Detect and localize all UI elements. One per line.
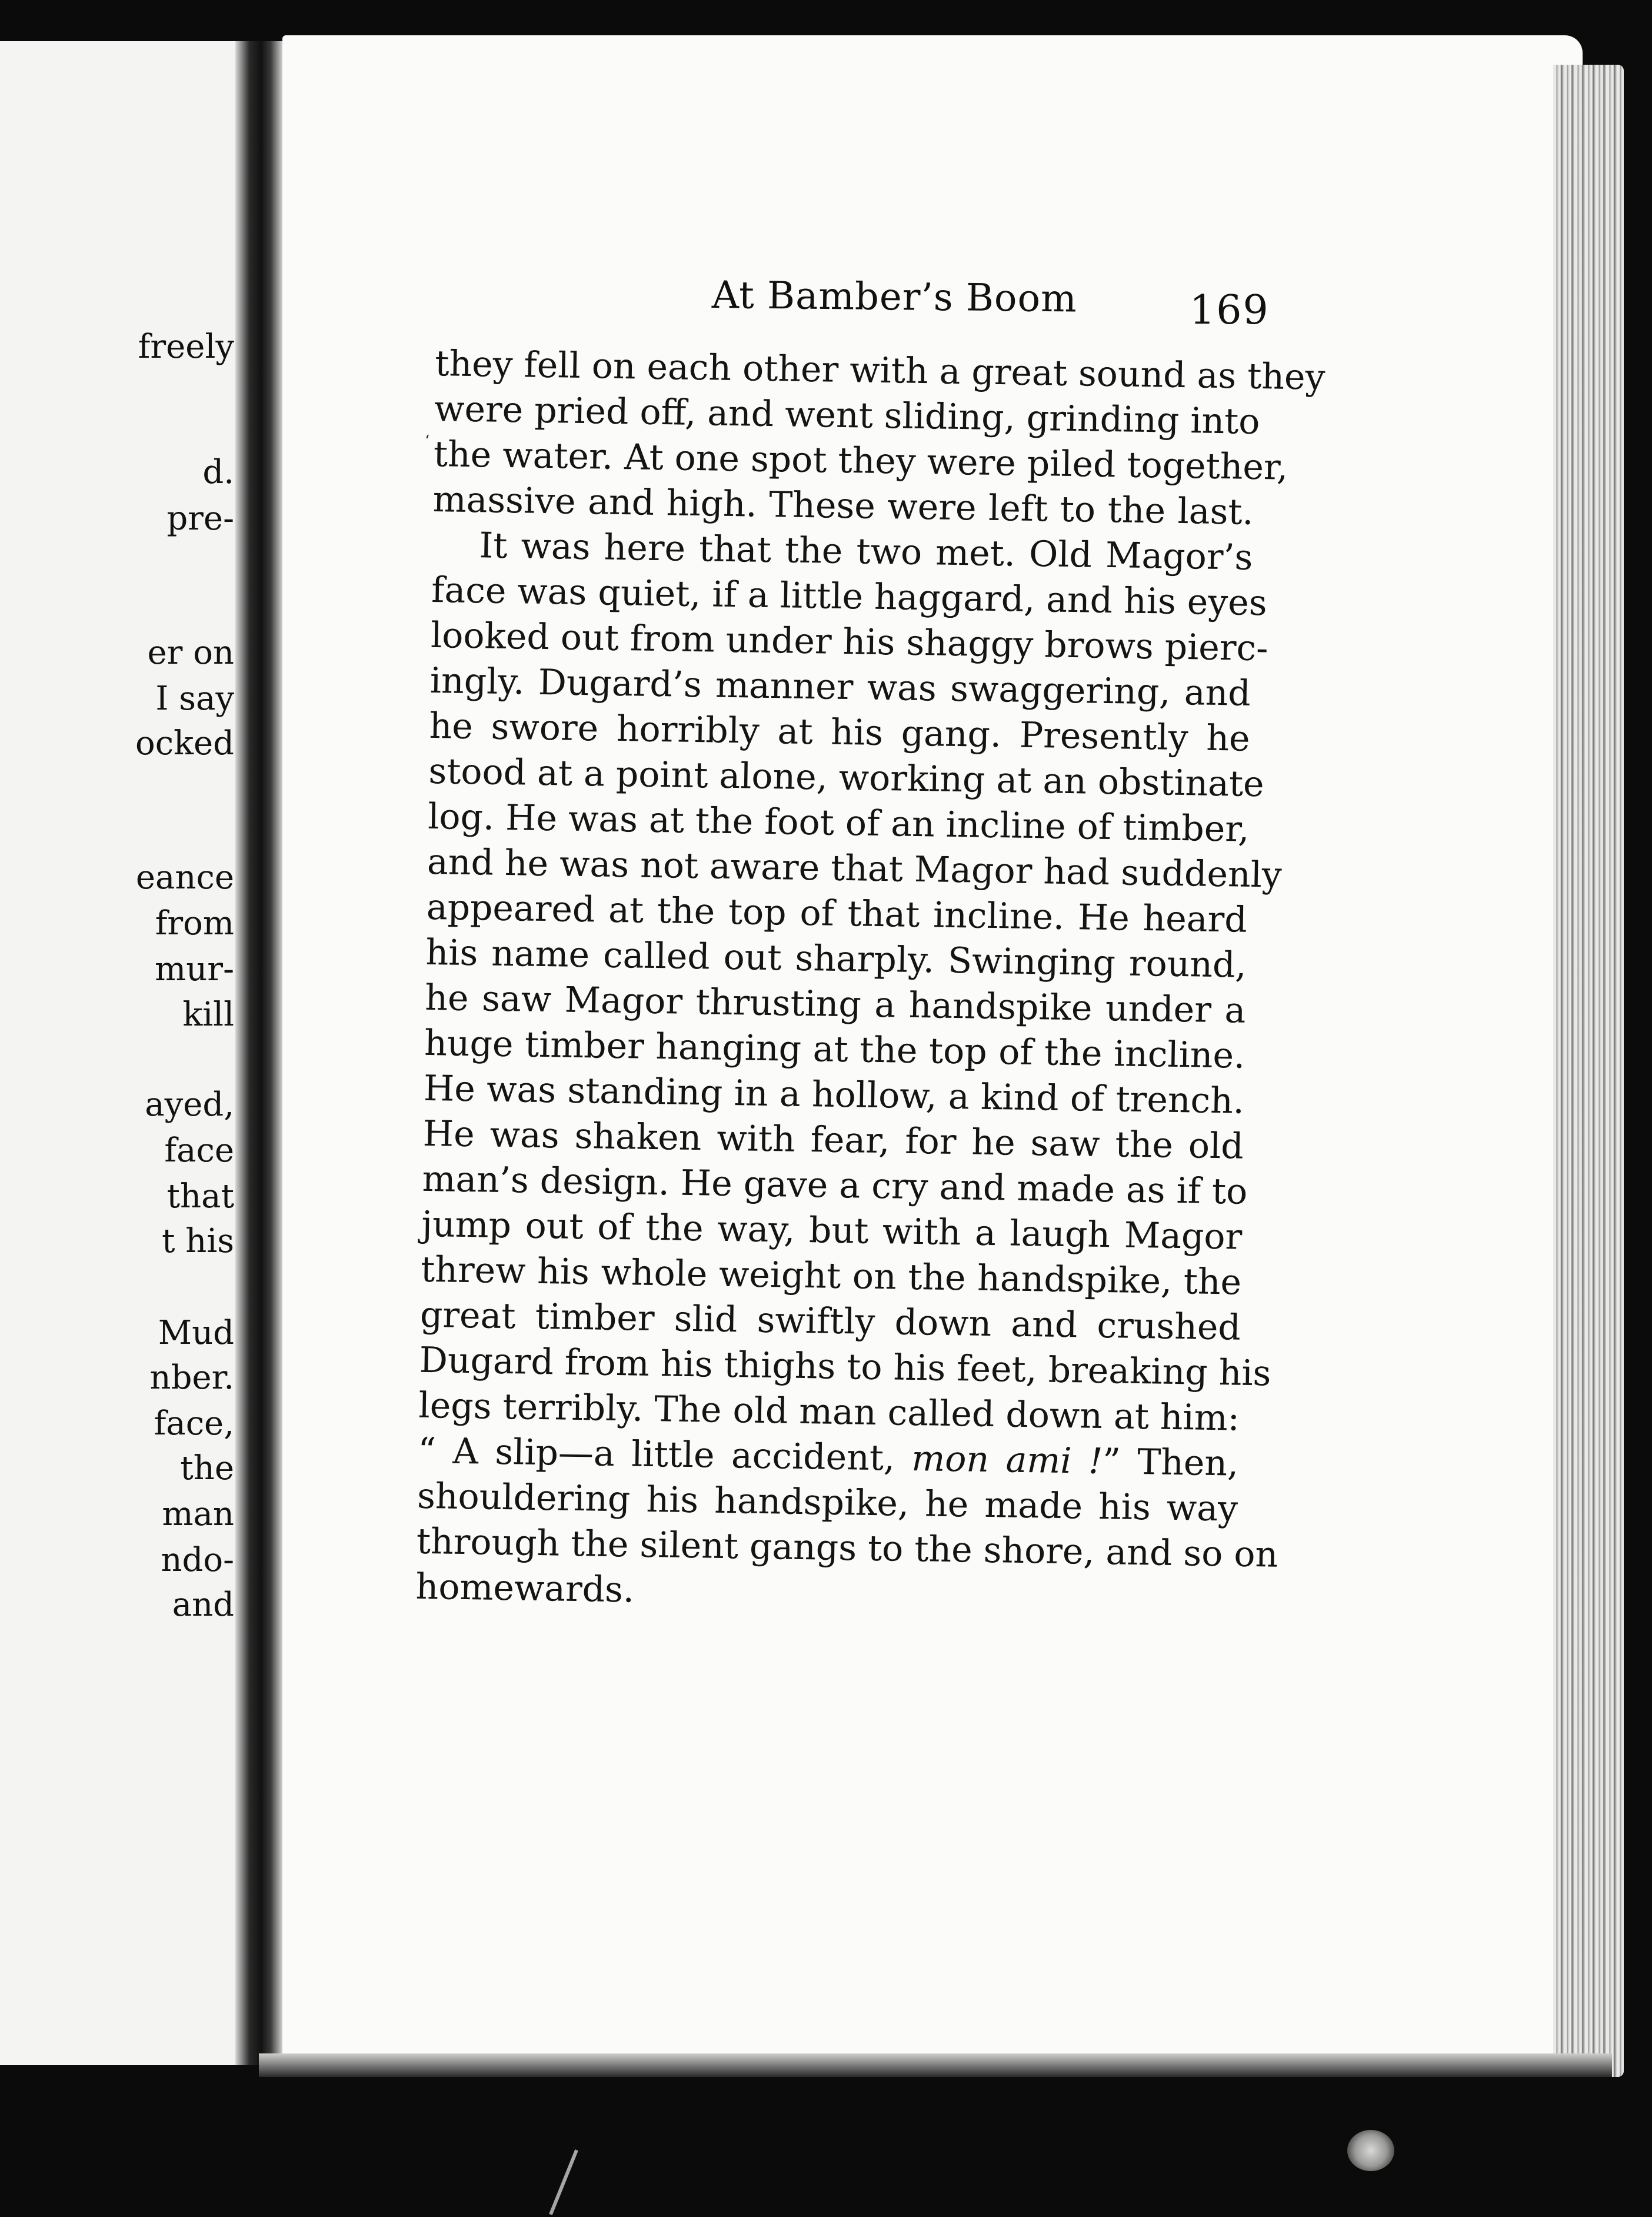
text-line: face was quiet, if a little haggard, and his eyes	[431, 569, 1268, 624]
left-page-line: kill	[182, 996, 234, 1034]
page-edges	[1553, 65, 1624, 2077]
text-line: they fell on each other with a great sound as they	[434, 342, 1325, 398]
page-number: 169	[1190, 287, 1270, 334]
text-line: shouldering his handspike, he made his way	[417, 1475, 1238, 1530]
left-facing-page	[0, 41, 247, 2065]
running-head: At Bamber’s Boom	[711, 274, 1078, 321]
left-page-line: Mud	[158, 1314, 234, 1352]
text-line: were pried off, and went sliding, grinding into	[434, 388, 1260, 443]
left-page-line: t his	[161, 1222, 234, 1260]
left-page-line: ayed,	[145, 1086, 234, 1124]
text-line: threw his whole weight on the handspike, the	[420, 1249, 1242, 1303]
left-page-line: and	[172, 1586, 234, 1624]
left-page-line: man	[162, 1495, 234, 1533]
text-line: homewards.	[415, 1566, 635, 1611]
left-page-line: ndo-	[161, 1541, 234, 1579]
scan-blot	[1347, 2130, 1394, 2171]
left-page-line: from	[155, 904, 234, 943]
left-page-line: er on	[147, 634, 234, 672]
text-line: massive and high. These were left to the last.	[432, 478, 1254, 533]
left-page-line: eance	[135, 858, 234, 897]
text-line: his name called out sharply. Swinging round,	[425, 931, 1247, 986]
left-page-line: mur-	[155, 950, 234, 988]
text-line: man’s design. He gave a cry and made as if to	[422, 1158, 1248, 1213]
text-line: Dugard from his thighs to his feet, breaking his	[419, 1339, 1271, 1394]
text-line: and he was not aware that Magor had suddenly	[427, 841, 1283, 896]
quote-line-italic: mon ami !	[911, 1437, 1103, 1483]
margin-mark: ʻ	[425, 432, 430, 450]
page-bottom-shadow	[259, 2053, 1612, 2077]
book-gutter	[235, 41, 282, 2065]
left-page-line: d.	[202, 453, 234, 491]
quote-line-after: ” Then,	[1102, 1441, 1239, 1484]
left-page-line: ocked	[135, 724, 234, 763]
text-line: appeared at the top of that incline. He heard	[426, 886, 1248, 941]
text-line: legs terribly. The old man called down at him:	[418, 1384, 1240, 1439]
text-line: he saw Magor thrusting a handspike under a	[424, 977, 1246, 1031]
text-line: It was here that the two met. Old Magor’s	[479, 525, 1253, 578]
text-line: jump out of the way, but with a laugh Magor	[421, 1203, 1243, 1258]
text-line: looked out from under his shaggy brows pierc-	[430, 614, 1268, 670]
text-line: through the silent gangs to the shore, and so on	[416, 1520, 1278, 1576]
text-line: He was shaken with fear, for he saw the old	[422, 1113, 1244, 1167]
left-page-line: the	[180, 1449, 234, 1487]
scan-crease	[549, 2149, 578, 2215]
text-line: log. He was at the foot of an incline of timber,	[427, 795, 1250, 850]
left-page-line: face,	[154, 1404, 234, 1443]
text-line: great timber slid swiftly down and crushed	[419, 1294, 1241, 1349]
text-line: ingly. Dugard’s manner was swaggering, and	[429, 660, 1251, 714]
left-page-line: freely	[138, 328, 234, 366]
text-line: he swore horribly at his gang. Presently he	[429, 705, 1251, 760]
left-page-line: that	[166, 1177, 234, 1216]
body-text	[415, 341, 1325, 1623]
left-page-line: nber.	[149, 1359, 234, 1397]
left-page-line: pre-	[166, 500, 234, 538]
text-line: huge timber hanging at the top of the incline.	[424, 1022, 1245, 1077]
left-page-line: face	[164, 1131, 234, 1170]
text-line: He was standing in a hollow, a kind of trench.	[423, 1067, 1245, 1122]
left-page-line: I say	[155, 680, 234, 718]
text-line: the water. At one spot they were piled together,	[433, 433, 1288, 488]
quote-line-before: “ A slip—a little accident,	[417, 1430, 912, 1479]
text-line: stood at a point alone, working at an obstinate	[428, 750, 1265, 805]
